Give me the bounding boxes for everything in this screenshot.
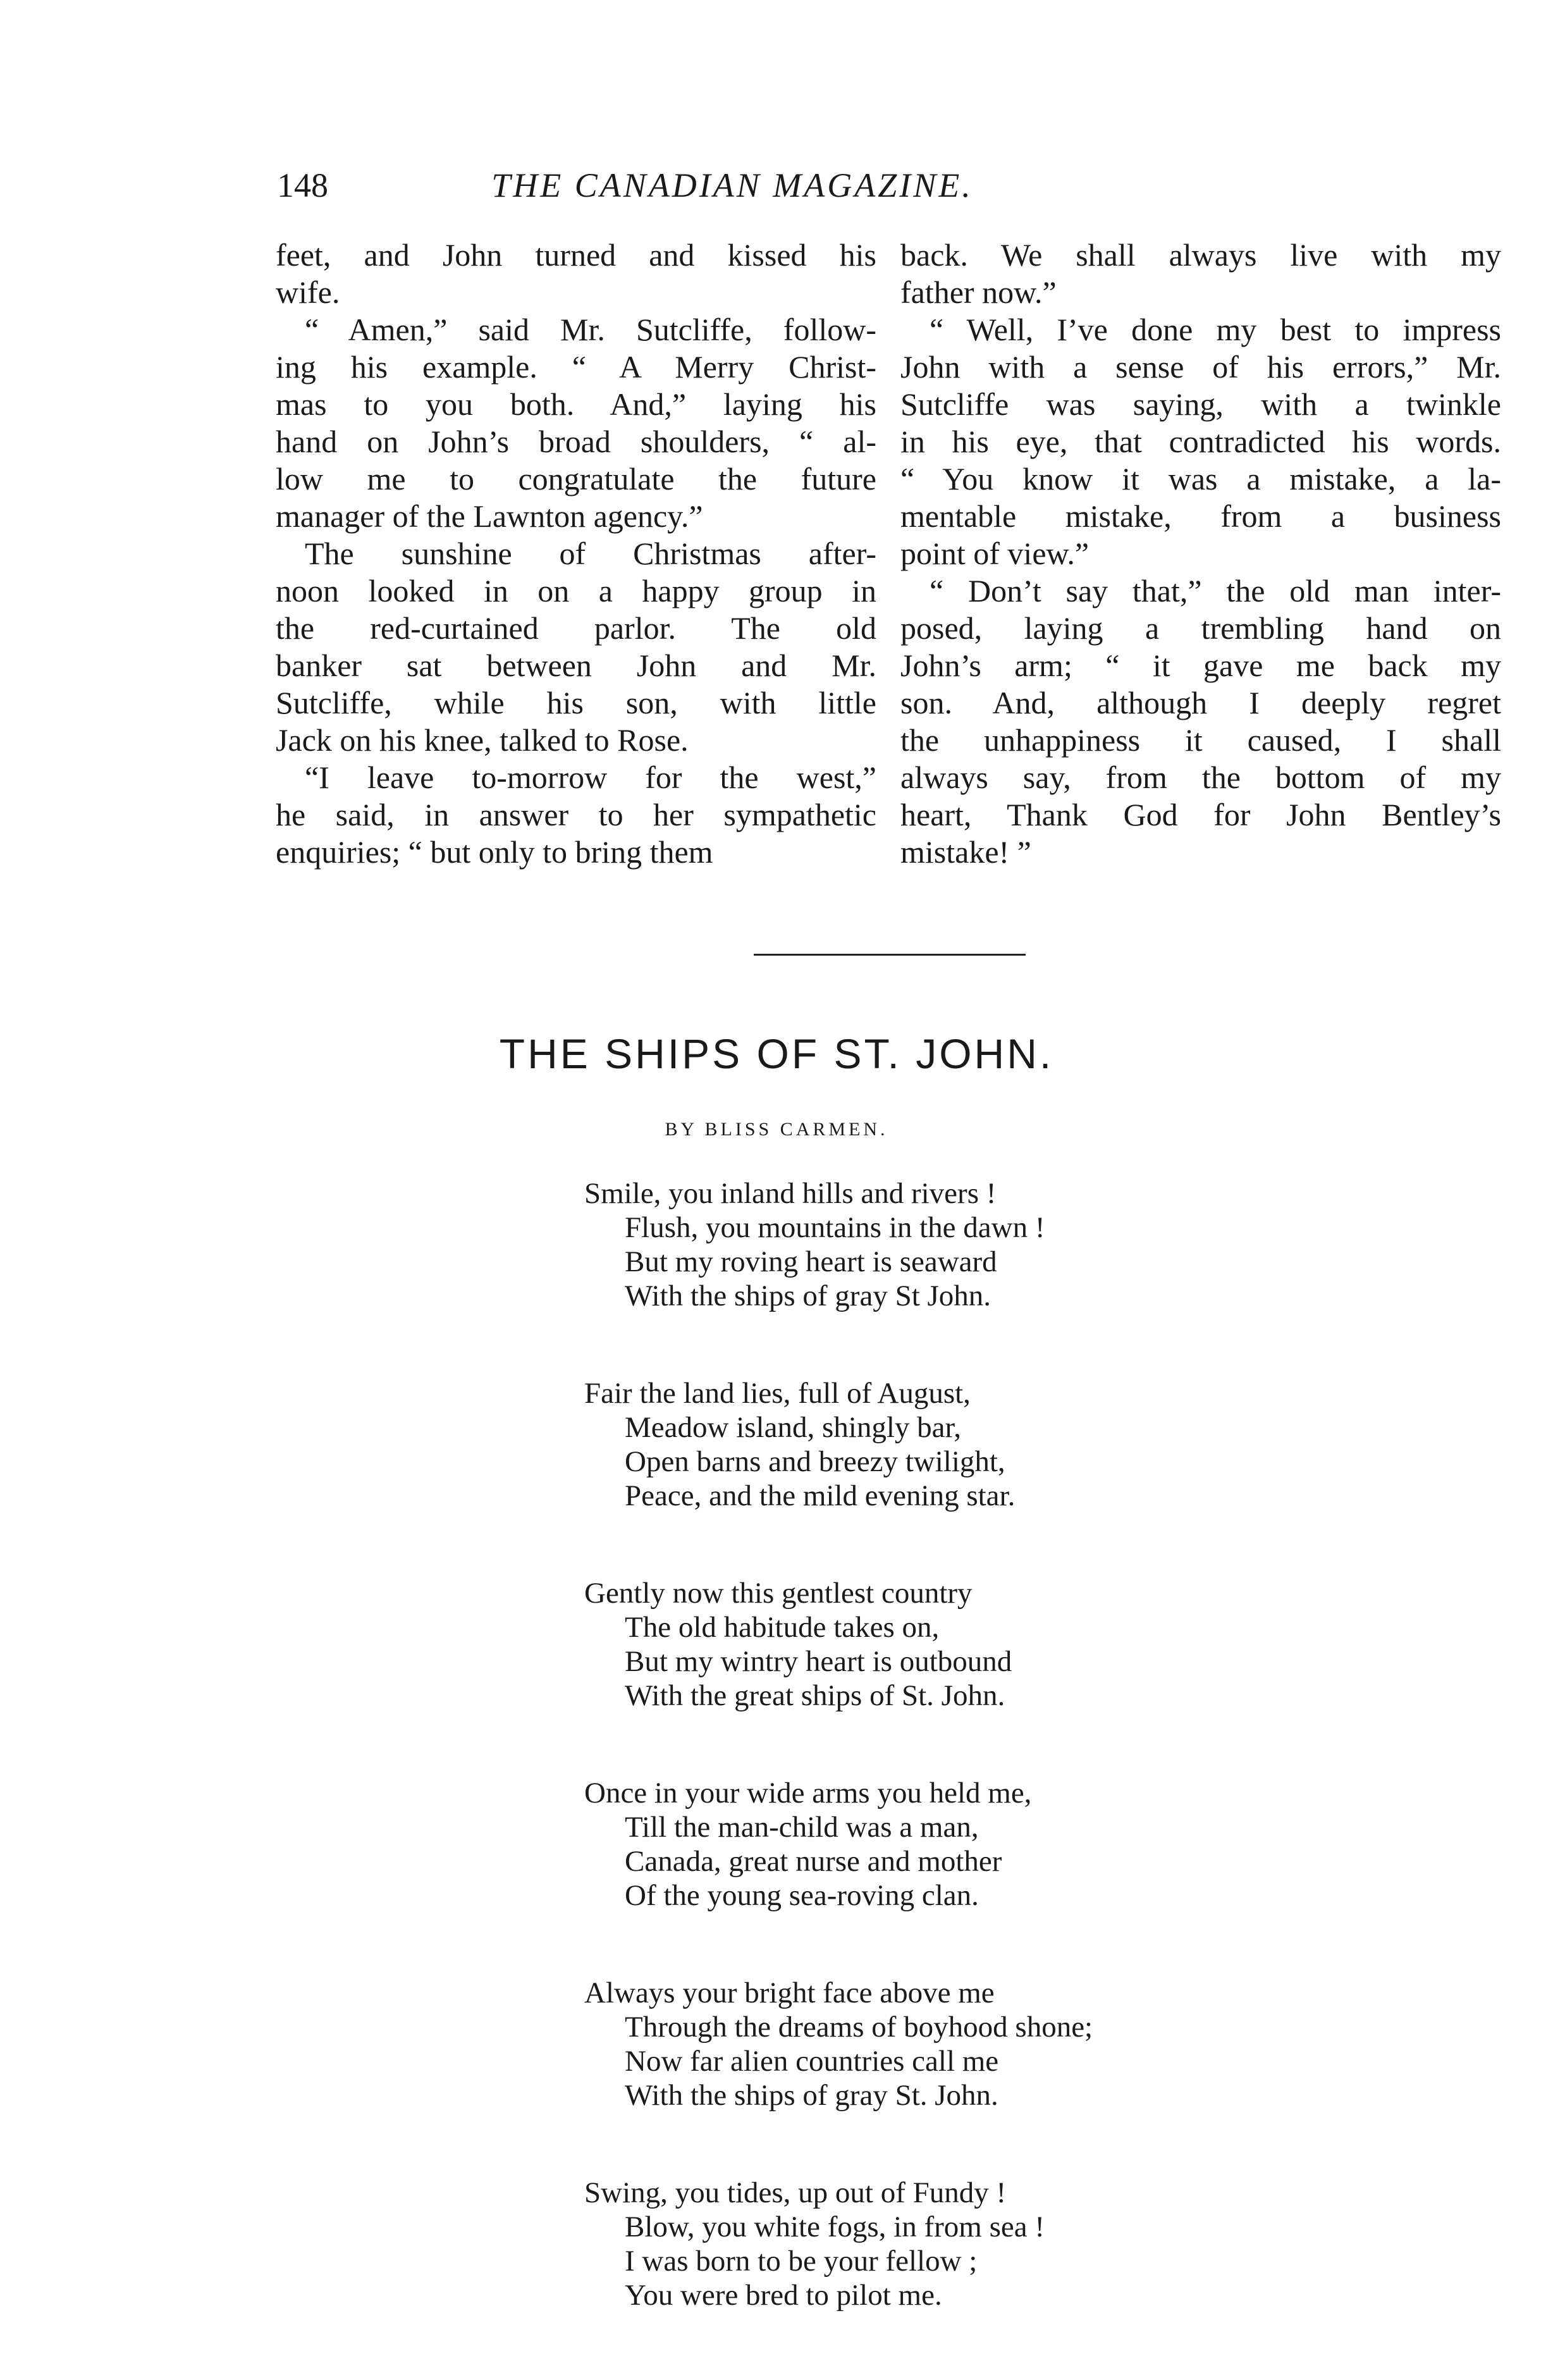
poem-line: Once in your wide arms you held me, bbox=[584, 1777, 1032, 1810]
paragraph bbox=[276, 311, 876, 535]
section-divider bbox=[754, 954, 1026, 956]
poem-line: But my wintry heart is outbound bbox=[625, 1645, 1012, 1678]
poem-stanza bbox=[584, 2176, 1217, 2312]
text-line: posed, laying a trembling hand on bbox=[900, 610, 1501, 646]
poem-line: Open barns and breezy twilight, bbox=[625, 1445, 1005, 1478]
text-line: back. We shall always live with my bbox=[900, 237, 1501, 273]
text-line: The sunshine of Christmas after- bbox=[305, 536, 876, 571]
paragraph bbox=[276, 759, 876, 871]
poem-line: I was born to be your fellow ; bbox=[625, 2245, 978, 2278]
poem-line: Peace, and the mild evening star. bbox=[625, 1479, 1016, 1512]
text-line: “I leave to-morrow for the west,” bbox=[305, 760, 876, 795]
text-line: father now.” bbox=[900, 274, 1057, 310]
poem-stanza bbox=[584, 1976, 1217, 2112]
poem-line: You were bred to pilot me. bbox=[625, 2279, 942, 2312]
left-column bbox=[276, 237, 876, 871]
text-line: heart, Thank God for John Bentley’s bbox=[900, 797, 1501, 832]
poem-line: Always your bright face above me bbox=[584, 1976, 995, 2009]
text-line: wife. bbox=[276, 274, 340, 310]
text-line: ing his example. “ A Merry Christ- bbox=[276, 349, 876, 385]
poem-line: Blow, you white fogs, in from sea ! bbox=[625, 2210, 1045, 2243]
text-line: “ Don’t say that,” the old man inter- bbox=[930, 573, 1501, 608]
page-number: 148 bbox=[277, 166, 328, 204]
text-line: he said, in answer to her sympathetic bbox=[276, 797, 876, 832]
poem-line: With the ships of gray St. John. bbox=[625, 2079, 998, 2112]
poem-line: Now far alien countries call me bbox=[625, 2045, 999, 2078]
paragraph bbox=[900, 311, 1501, 572]
poem-stanza bbox=[584, 1376, 1217, 1513]
poem-line: Fair the land lies, full of August, bbox=[584, 1377, 971, 1410]
text-line: low me to congratulate the future bbox=[276, 461, 876, 496]
text-line: Sutcliffe, while his son, with little bbox=[276, 685, 876, 720]
text-line: point of view.” bbox=[900, 536, 1090, 571]
paragraph bbox=[276, 237, 876, 311]
text-line: hand on John’s broad shoulders, “ al- bbox=[276, 424, 876, 459]
text-line: Jack on his knee, talked to Rose. bbox=[276, 722, 689, 758]
text-line: in his eye, that contradicted his words. bbox=[900, 424, 1501, 459]
text-line: feet, and John turned and kissed his bbox=[276, 237, 876, 273]
running-title: THE CANADIAN MAGAZINE. bbox=[491, 166, 973, 204]
poem-stanza bbox=[584, 1776, 1217, 1913]
poem-line: Smile, you inland hills and rivers ! bbox=[584, 1177, 997, 1210]
text-line: enquiries; “ but only to bring them bbox=[276, 834, 713, 870]
paragraph bbox=[276, 535, 876, 759]
poem-line: Till the man-child was a man, bbox=[625, 1811, 979, 1844]
text-line: mas to you both. And,” laying his bbox=[276, 386, 876, 422]
text-line: John’s arm; “ it gave me back my bbox=[900, 648, 1501, 683]
text-line: the red-curtained parlor. The old bbox=[276, 610, 876, 646]
poem-byline: BY BLISS CARMEN. bbox=[665, 1119, 888, 1140]
paragraph bbox=[900, 572, 1501, 871]
text-line: always say, from the bottom of my bbox=[900, 760, 1501, 795]
poem-line: Gently now this gentlest country bbox=[584, 1577, 973, 1610]
poem-line: Of the young sea-roving clan. bbox=[625, 1879, 979, 1912]
poem-line: With the ships of gray St John. bbox=[625, 1279, 991, 1312]
page-header bbox=[277, 163, 1188, 207]
text-line: manager of the Lawnton agency.” bbox=[276, 498, 703, 534]
text-line: mistake! ” bbox=[900, 834, 1031, 870]
text-line: John with a sense of his errors,” Mr. bbox=[900, 349, 1501, 385]
poem-line: The old habitude takes on, bbox=[625, 1611, 940, 1644]
text-line: “ Well, I’ve done my best to impress bbox=[930, 312, 1501, 347]
text-line: “ You know it was a mistake, a la- bbox=[900, 461, 1501, 496]
text-line: Sutcliffe was saying, with a twinkle bbox=[900, 386, 1501, 422]
poem-line: Through the dreams of boyhood shone; bbox=[625, 2011, 1093, 2044]
poem-stanza bbox=[584, 1176, 1217, 1313]
poem-line: But my roving heart is seaward bbox=[625, 1245, 997, 1278]
text-line: banker sat between John and Mr. bbox=[276, 648, 876, 683]
text-line: the unhappiness it caused, I shall bbox=[900, 722, 1501, 758]
poem-title: THE SHIPS OF ST. JOHN. bbox=[499, 1030, 1054, 1077]
text-line: mentable mistake, from a business bbox=[900, 498, 1501, 534]
poem-body bbox=[584, 1176, 1217, 2376]
poem-line: With the great ships of St. John. bbox=[625, 1679, 1005, 1712]
text-line: son. And, although I deeply regret bbox=[900, 685, 1501, 720]
poem-line: Swing, you tides, up out of Fundy ! bbox=[584, 2176, 1007, 2209]
poem-stanza bbox=[584, 1576, 1217, 1713]
right-column bbox=[900, 237, 1501, 871]
poem-line: Canada, great nurse and mother bbox=[625, 1845, 1002, 1878]
poem-line: Flush, you mountains in the dawn ! bbox=[625, 1211, 1045, 1244]
paragraph bbox=[900, 237, 1501, 311]
poem-line: Meadow island, shingly bar, bbox=[625, 1411, 962, 1444]
text-line: “ Amen,” said Mr. Sutcliffe, follow- bbox=[305, 312, 876, 347]
text-line: noon looked in on a happy group in bbox=[276, 573, 876, 608]
